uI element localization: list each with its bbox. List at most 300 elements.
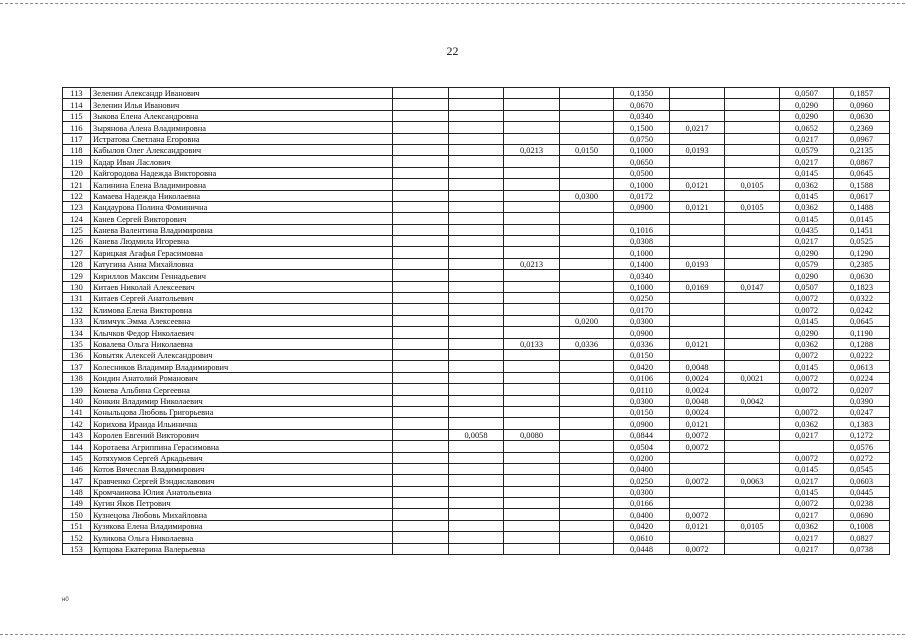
share-value: 0,0217	[670, 122, 725, 133]
share-value: 0,0217	[780, 509, 834, 520]
share-value	[670, 532, 725, 543]
share-value	[725, 122, 780, 133]
share-value: 0,0072	[670, 441, 725, 452]
table-row	[63, 315, 890, 326]
share-value	[725, 486, 780, 497]
person-name: Ковалева Ольга Николаевна	[91, 338, 393, 349]
share-value	[449, 122, 504, 133]
share-value	[504, 293, 560, 304]
share-value: 0,0072	[670, 509, 725, 520]
share-value: 0,1000	[614, 247, 670, 258]
share-value: 0,0145	[834, 213, 890, 224]
share-value	[725, 543, 780, 554]
share-value: 0,0024	[670, 384, 725, 395]
share-value	[393, 384, 449, 395]
person-name: Зырянова Алена Владимировна	[91, 122, 393, 133]
share-value	[560, 498, 614, 509]
share-value: 0,0169	[670, 281, 725, 292]
share-value	[725, 452, 780, 463]
row-number: 136	[63, 349, 91, 360]
table-row	[63, 144, 890, 155]
footer-mark: н0	[62, 597, 69, 603]
share-value	[560, 418, 614, 429]
person-name: Коротаева Агриппина Герасимовна	[91, 441, 393, 452]
share-value	[393, 338, 449, 349]
share-value	[560, 247, 614, 258]
share-value	[449, 395, 504, 406]
share-value	[504, 463, 560, 474]
share-value: 0,0603	[834, 475, 890, 486]
share-value	[560, 429, 614, 440]
share-value	[670, 247, 725, 258]
row-number: 122	[63, 190, 91, 201]
share-value: 0,0172	[614, 190, 670, 201]
row-number: 131	[63, 293, 91, 304]
share-value: 0,0250	[614, 293, 670, 304]
share-value: 0,1400	[614, 258, 670, 269]
row-number: 121	[63, 179, 91, 190]
share-value	[670, 486, 725, 497]
share-value	[393, 349, 449, 360]
share-value	[504, 190, 560, 201]
share-value	[725, 463, 780, 474]
person-name: Кадар Иван Ласлович	[91, 156, 393, 167]
share-value	[560, 395, 614, 406]
share-value	[449, 167, 504, 178]
share-value	[449, 156, 504, 167]
share-value: 0,0362	[780, 418, 834, 429]
table-row	[63, 293, 890, 304]
share-value	[725, 406, 780, 417]
share-value: 0,0290	[780, 327, 834, 338]
share-value: 0,0967	[834, 133, 890, 144]
scan-top-edge	[0, 3, 905, 4]
row-number: 153	[63, 543, 91, 554]
person-name: Конкин Владимир Николаевич	[91, 395, 393, 406]
share-value: 0,0106	[614, 372, 670, 383]
table-row	[63, 224, 890, 235]
share-value: 0,0250	[614, 475, 670, 486]
table-row	[63, 201, 890, 212]
share-value	[725, 429, 780, 440]
share-value	[393, 293, 449, 304]
share-value: 0,1451	[834, 224, 890, 235]
share-value	[504, 167, 560, 178]
row-number: 127	[63, 247, 91, 258]
share-value	[725, 532, 780, 543]
share-value: 0,0105	[725, 179, 780, 190]
row-number: 143	[63, 429, 91, 440]
share-value	[393, 270, 449, 281]
share-value	[504, 281, 560, 292]
share-value: 0,0525	[834, 236, 890, 247]
share-table	[62, 87, 890, 555]
table-row	[63, 190, 890, 201]
share-value	[560, 179, 614, 190]
share-value	[393, 532, 449, 543]
share-value	[560, 88, 614, 99]
share-value	[504, 122, 560, 133]
share-value	[393, 315, 449, 326]
person-name: Коныльцова Любовь Григорьевна	[91, 406, 393, 417]
share-value	[560, 327, 614, 338]
person-name: Котяхумов Сергей Аркадьевич	[91, 452, 393, 463]
share-value: 0,0072	[780, 372, 834, 383]
share-value: 0,0960	[834, 99, 890, 110]
share-value	[504, 156, 560, 167]
share-value: 0,0021	[725, 372, 780, 383]
row-number: 137	[63, 361, 91, 372]
table-row	[63, 327, 890, 338]
share-value: 0,0900	[614, 418, 670, 429]
share-value	[670, 349, 725, 360]
share-value	[560, 133, 614, 144]
share-value	[504, 520, 560, 531]
share-value	[449, 384, 504, 395]
share-value	[560, 293, 614, 304]
person-name: Кромчаинова Юлия Анатольевна	[91, 486, 393, 497]
share-value	[670, 133, 725, 144]
share-value: 0,2135	[834, 144, 890, 155]
share-value	[504, 201, 560, 212]
share-value	[449, 304, 504, 315]
share-value: 0,0024	[670, 406, 725, 417]
person-name: Канев Сергей Викторович	[91, 213, 393, 224]
row-number: 135	[63, 338, 91, 349]
share-value: 0,1288	[834, 338, 890, 349]
table-row	[63, 110, 890, 121]
person-name: Клычков Федор Николаевич	[91, 327, 393, 338]
share-value: 0,0217	[780, 532, 834, 543]
share-value	[449, 498, 504, 509]
table-row	[63, 88, 890, 99]
share-value	[449, 361, 504, 372]
share-value: 0,0121	[670, 520, 725, 531]
share-value	[780, 395, 834, 406]
table-row	[63, 270, 890, 281]
share-value	[725, 88, 780, 99]
person-name: Кугин Яков Петрович	[91, 498, 393, 509]
share-value	[725, 293, 780, 304]
share-value	[393, 167, 449, 178]
table-row	[63, 167, 890, 178]
share-value	[614, 213, 670, 224]
share-value: 0,0336	[560, 338, 614, 349]
row-number: 149	[63, 498, 91, 509]
share-value	[449, 270, 504, 281]
share-value	[504, 247, 560, 258]
share-value	[449, 338, 504, 349]
share-value: 0,0690	[834, 509, 890, 520]
share-value: 0,0290	[780, 270, 834, 281]
share-value: 0,0340	[614, 270, 670, 281]
share-value	[449, 179, 504, 190]
share-value: 0,0133	[504, 338, 560, 349]
share-value: 0,0072	[780, 498, 834, 509]
share-value: 0,1488	[834, 201, 890, 212]
share-value	[504, 475, 560, 486]
share-value: 0,0400	[614, 463, 670, 474]
share-value	[725, 99, 780, 110]
share-value	[449, 520, 504, 531]
share-value	[393, 201, 449, 212]
table-row	[63, 179, 890, 190]
table-row	[63, 498, 890, 509]
person-name: Канева Людмила Игоревна	[91, 236, 393, 247]
share-value	[560, 258, 614, 269]
share-value	[560, 509, 614, 520]
share-value: 0,0072	[780, 293, 834, 304]
person-name: Зеленин Александр Иванович	[91, 88, 393, 99]
share-value	[725, 247, 780, 258]
share-value: 0,0080	[504, 429, 560, 440]
share-value	[504, 372, 560, 383]
share-value	[725, 327, 780, 338]
share-value: 0,0072	[670, 429, 725, 440]
share-value	[560, 406, 614, 417]
share-value: 0,0435	[780, 224, 834, 235]
row-number: 145	[63, 452, 91, 463]
share-value: 0,0105	[725, 201, 780, 212]
share-value: 0,1272	[834, 429, 890, 440]
share-value: 0,0121	[670, 418, 725, 429]
share-value: 0,0448	[614, 543, 670, 554]
share-value	[670, 224, 725, 235]
share-value	[560, 304, 614, 315]
share-value	[670, 167, 725, 178]
share-value: 0,0213	[504, 258, 560, 269]
share-value: 0,0652	[780, 122, 834, 133]
table-row	[63, 452, 890, 463]
row-number: 151	[63, 520, 91, 531]
person-name: Китаев Николай Алексеевич	[91, 281, 393, 292]
person-name: Зыкова Елена Александровна	[91, 110, 393, 121]
share-value	[449, 543, 504, 554]
row-number: 141	[63, 406, 91, 417]
person-name: Истратова Светлана Егоровна	[91, 133, 393, 144]
share-value: 0,0290	[780, 99, 834, 110]
share-value	[393, 110, 449, 121]
share-value: 0,0300	[614, 395, 670, 406]
person-name: Климова Елена Викторовна	[91, 304, 393, 315]
share-value: 0,0217	[780, 236, 834, 247]
share-value	[393, 122, 449, 133]
row-number: 134	[63, 327, 91, 338]
share-value	[504, 179, 560, 190]
share-value	[393, 395, 449, 406]
share-value	[449, 509, 504, 520]
share-value	[560, 486, 614, 497]
share-value	[670, 236, 725, 247]
share-value	[725, 110, 780, 121]
row-number: 114	[63, 99, 91, 110]
table-body	[63, 88, 890, 555]
share-value: 0,0170	[614, 304, 670, 315]
share-value	[449, 441, 504, 452]
share-value: 0,0224	[834, 372, 890, 383]
table-row	[63, 372, 890, 383]
share-value: 0,0844	[614, 429, 670, 440]
share-value: 0,0193	[670, 258, 725, 269]
share-value: 0,2369	[834, 122, 890, 133]
share-value	[725, 509, 780, 520]
share-value	[393, 190, 449, 201]
share-value: 0,0362	[780, 179, 834, 190]
share-value: 0,0576	[834, 441, 890, 452]
person-name: Калинина Елена Владимировна	[91, 179, 393, 190]
table-row	[63, 236, 890, 247]
table-row	[63, 361, 890, 372]
share-value	[560, 475, 614, 486]
share-value: 0,0290	[780, 247, 834, 258]
share-value: 0,0024	[670, 372, 725, 383]
share-value	[393, 372, 449, 383]
share-value	[560, 110, 614, 121]
share-value	[449, 315, 504, 326]
share-value: 0,0900	[614, 327, 670, 338]
share-value: 0,0645	[834, 167, 890, 178]
person-name: Корихова Ираида Ильинична	[91, 418, 393, 429]
table-row	[63, 486, 890, 497]
share-value: 0,0145	[780, 315, 834, 326]
table-row	[63, 133, 890, 144]
share-value: 0,0290	[780, 110, 834, 121]
share-value: 0,0048	[670, 361, 725, 372]
share-value: 0,0207	[834, 384, 890, 395]
share-value	[670, 213, 725, 224]
share-value	[560, 224, 614, 235]
share-value	[725, 236, 780, 247]
person-name: Колесников Владимир Владимирович	[91, 361, 393, 372]
person-name: Кабылов Олег Александрович	[91, 144, 393, 155]
share-value	[670, 304, 725, 315]
share-value: 0,0650	[614, 156, 670, 167]
share-value	[725, 441, 780, 452]
share-value: 0,0670	[614, 99, 670, 110]
share-value: 0,0217	[780, 156, 834, 167]
share-value	[393, 281, 449, 292]
share-value	[504, 270, 560, 281]
row-number: 138	[63, 372, 91, 383]
share-value: 0,0145	[780, 463, 834, 474]
share-value: 0,1016	[614, 224, 670, 235]
page-number: 22	[446, 44, 459, 58]
share-value	[504, 304, 560, 315]
share-value: 0,0300	[614, 486, 670, 497]
scan-bottom-edge	[0, 634, 905, 635]
share-value	[449, 406, 504, 417]
row-number: 140	[63, 395, 91, 406]
share-value: 0,0145	[780, 486, 834, 497]
share-value: 0,0827	[834, 532, 890, 543]
table-row	[63, 441, 890, 452]
row-number: 120	[63, 167, 91, 178]
share-value: 0,0340	[614, 110, 670, 121]
share-value	[725, 190, 780, 201]
share-value: 0,0058	[449, 429, 504, 440]
share-value: 0,0617	[834, 190, 890, 201]
share-value	[560, 236, 614, 247]
share-value	[504, 327, 560, 338]
table-row	[63, 406, 890, 417]
share-value: 0,0072	[670, 475, 725, 486]
share-value	[725, 304, 780, 315]
share-value: 0,0579	[780, 144, 834, 155]
share-value: 0,0072	[780, 452, 834, 463]
share-value	[560, 99, 614, 110]
person-name: Кайгородова Надежда Викторовна	[91, 167, 393, 178]
share-value: 0,0300	[614, 315, 670, 326]
share-value	[449, 293, 504, 304]
share-value: 0,0507	[780, 88, 834, 99]
person-name: Канева Валентина Владимировна	[91, 224, 393, 235]
share-value: 0,0145	[780, 361, 834, 372]
share-value: 0,0750	[614, 133, 670, 144]
share-value: 0,0072	[780, 384, 834, 395]
table-row	[63, 258, 890, 269]
share-value	[504, 88, 560, 99]
person-name: Кириллов Максим Геннадьевич	[91, 270, 393, 281]
share-value: 0,0300	[560, 190, 614, 201]
share-value	[504, 384, 560, 395]
row-number: 123	[63, 201, 91, 212]
share-value	[670, 156, 725, 167]
row-number: 116	[63, 122, 91, 133]
share-value	[560, 156, 614, 167]
share-value	[393, 509, 449, 520]
table-row	[63, 99, 890, 110]
share-value	[560, 361, 614, 372]
share-value: 0,1500	[614, 122, 670, 133]
share-value	[560, 122, 614, 133]
table-row	[63, 156, 890, 167]
share-value	[560, 270, 614, 281]
share-value	[504, 418, 560, 429]
share-value	[393, 441, 449, 452]
row-number: 146	[63, 463, 91, 474]
share-value	[449, 247, 504, 258]
share-value: 0,0121	[670, 179, 725, 190]
share-value	[560, 441, 614, 452]
person-name: Зеленин Илья Иванович	[91, 99, 393, 110]
share-value: 0,0242	[834, 304, 890, 315]
share-value: 0,0308	[614, 236, 670, 247]
share-value	[725, 156, 780, 167]
share-value	[560, 463, 614, 474]
share-value: 0,0200	[560, 315, 614, 326]
share-value: 0,0336	[614, 338, 670, 349]
share-value	[449, 372, 504, 383]
share-value: 0,0362	[780, 520, 834, 531]
share-value	[504, 213, 560, 224]
share-value	[393, 463, 449, 474]
row-number: 126	[63, 236, 91, 247]
share-value: 0,1823	[834, 281, 890, 292]
share-value: 0,0900	[614, 201, 670, 212]
share-value: 0,0579	[780, 258, 834, 269]
share-value	[393, 498, 449, 509]
share-value	[560, 213, 614, 224]
share-value: 0,0145	[780, 190, 834, 201]
share-value	[725, 361, 780, 372]
share-value	[504, 99, 560, 110]
person-name: Ковытяк Алексей Александрович	[91, 349, 393, 360]
share-value: 0,0048	[670, 395, 725, 406]
share-value	[504, 532, 560, 543]
share-value: 0,0630	[834, 110, 890, 121]
share-value: 0,0362	[780, 338, 834, 349]
person-name: Котов Вячеслав Владимирович	[91, 463, 393, 474]
